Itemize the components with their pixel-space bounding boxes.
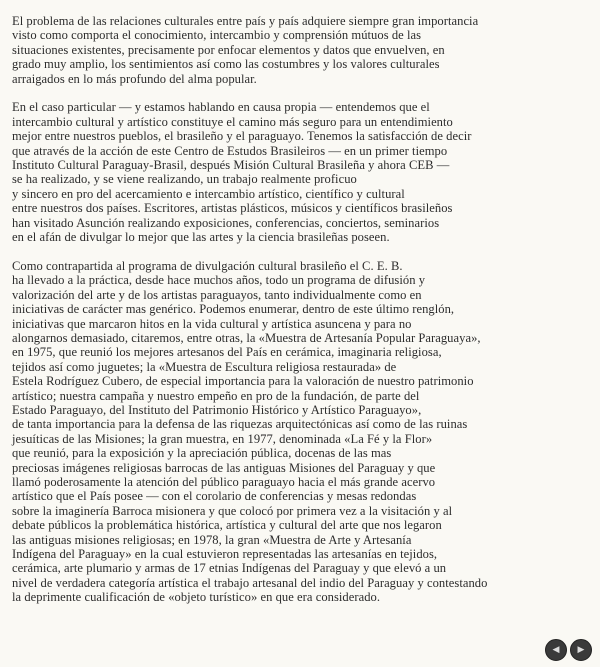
- text-line: nivel de verdadera categoría artística el trabajo artesanal del indio del Paraguay y contestando: [12, 575, 488, 590]
- text-line: tejidos así como juguetes; la «Muestra de Escultura religiosa restaurada» de: [12, 359, 397, 374]
- text-line: ha llevado a la práctica, desde hace muchos años, todo un programa de difusión y: [12, 273, 426, 288]
- text-line: las antiguas misiones religiosas; en 1978, la gran «Muestra de Arte y Artesanía: [12, 532, 412, 547]
- text-line: iniciativas que marcaron hitos en la vida cultural y artística asuncena y para no: [12, 316, 412, 331]
- text-line: que reunió, para la exposición y la apreciación pública, docenas de las mas: [12, 446, 392, 461]
- text-line: se ha realizado, y se viene realizando, un trabajo realmente proficuo: [12, 172, 357, 187]
- text-line: Estela Rodríguez Cubero, de especial importancia para la valoración de nuestro patrimonio: [12, 374, 474, 389]
- chevron-right-icon: ▶: [577, 645, 585, 655]
- text-line: la deprimente cualificación de «objeto turístico» en que era considerado.: [12, 590, 381, 605]
- text-line: Estado Paraguayo, del Instituto del Patrimonio Histórico y Artístico Paraguayo»,: [12, 402, 422, 417]
- text-line: preciosas imágenes religiosas barrocas de las antiguas Misiones del Paraguay y que: [12, 460, 436, 475]
- text-line: Indígena del Paraguay» en la cual estuvieron representadas las artesanías en tejidos,: [12, 547, 438, 561]
- text-line: en el afán de divulgar lo mejor que las artes y la ciencia brasileñas poseen.: [12, 230, 390, 245]
- text-line: iniciativas de carácter mas genérico. Podemos enumerar, dentro de este último renglón,: [12, 302, 455, 317]
- chevron-left-icon: ◀: [552, 645, 560, 655]
- viewer-controls: [545, 639, 592, 661]
- text-line: grado muy amplio, los sentimientos así como las costumbres y los valores culturales: [12, 57, 440, 72]
- text-line: han visitado Asunción realizando exposiciones, conferencias, conciertos, seminarios: [12, 215, 440, 230]
- text-line: arraigados en lo más profundo del alma popular.: [12, 71, 257, 86]
- text-line: sobre la imaginería Barroca misionera y que colocó por primera vez a la visitación y al: [12, 503, 453, 518]
- text-line: artístico; nuestra campaña y nuestro empeño en pro de la fundación, de parte del: [12, 388, 420, 403]
- paragraph: [12, 100, 592, 244]
- text-line: jesuíticas de las Misiones; la gran muestra, en 1977, denominada «La Fé y la Flor»: [12, 431, 433, 446]
- text-line: Como contrapartida al programa de divulgación cultural brasileño el C. E. B.: [12, 258, 403, 273]
- text-line: intercambio cultural y artístico constituye el camino más seguro para un entendimiento: [12, 114, 453, 129]
- text-line: artístico que el País posee — con el corolario de conferencias y mesas redondas: [12, 489, 417, 504]
- next-page-button[interactable]: [570, 639, 592, 661]
- text-line: llamó poderosamente la atención del público paraguayo hacia el más grande acervo: [12, 474, 436, 489]
- text-line: El problema de las relaciones culturales entre país y país adquiere siempre gran importancia: [12, 14, 479, 28]
- text-line: debate públicos la problemática histórica, artística y cultural del arte que nos legaron: [12, 518, 442, 533]
- paragraph: [12, 14, 592, 86]
- text-line: situaciones existentes, precisamente por enfocar elementos y datos que envuelven, en: [12, 42, 445, 57]
- document-body: [12, 14, 592, 619]
- text-line: Instituto Cultural Paraguay-Brasil, después Misión Cultural Brasileña y ahora CEB —: [12, 158, 450, 173]
- text-line: en 1975, que reunió los mejores artesanos del País en cerámica, imaginaria religiosa,: [12, 345, 442, 360]
- text-line: que através de la acción de este Centro de Estudos Brasileiros — en un primer tiempo: [12, 143, 448, 158]
- text-line: valorización del arte y de los artistas paraguayos, tanto individualmente como en: [12, 287, 422, 302]
- text-line: cerámica, arte plumario y armas de 17 etnias Indígenas del Paraguay y que elevó a un: [12, 561, 447, 576]
- text-line: y sincero en pro del acercamiento e intercambio artístico, científico y cultural: [12, 186, 405, 201]
- text-line: En el caso particular — y estamos hablando en causa propia — entendemos que el: [12, 100, 430, 115]
- text-line: alongarnos demasiado, citaremos, entre otras, la «Muestra de Artesanía Popular Paraguaya»,: [12, 330, 481, 345]
- text-line: mejor entre nuestros pueblos, el brasileño y el paraguayo. Tenemos la satisfacción de decir: [12, 129, 472, 144]
- previous-page-button[interactable]: [545, 639, 567, 661]
- text-line: de tanta importancia para la defensa de las riquezas arquitectónicas así como de las ruinas: [12, 417, 468, 432]
- text-line: entre nuestros dos países. Escritores, artistas plásticos, músicos y científicos brasileños: [12, 201, 453, 216]
- text-line: visto como comporta el conocimiento, intercambio y comprensión mútuos de las: [12, 28, 422, 43]
- paragraph: [12, 259, 592, 605]
